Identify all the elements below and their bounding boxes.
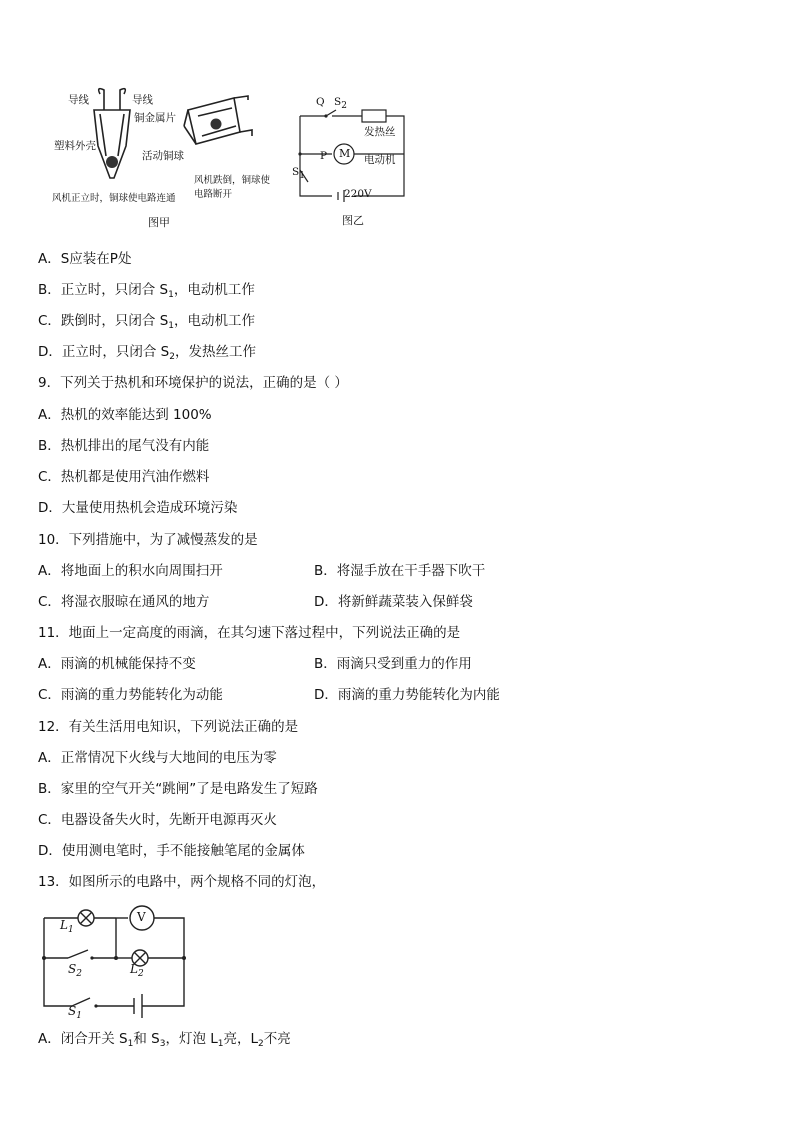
label-daoxian-left: 导线 — [68, 94, 89, 106]
label-voltage: 220V — [344, 188, 372, 200]
label-p: P — [320, 150, 328, 162]
label-s1: $S_1$ — [68, 1004, 82, 1021]
note-diedao-1: 风机跌倒，铜球使 — [194, 175, 271, 186]
q10-option-b: B．将湿手放在干手器下吹干 — [314, 563, 486, 579]
caption-yi: 图乙 — [342, 214, 364, 227]
note-zhengli: 风机正立时，铜球使电路连通 — [52, 193, 176, 204]
label-daoxian-right: 导线 — [132, 94, 153, 106]
q12-option-b: B．家里的空气开关“跳闸”了是电路发生了短路 — [38, 781, 318, 797]
q11-option-c: C．雨滴的重力势能转化为动能 — [38, 687, 223, 703]
q9-option-c: C．热机都是使用汽油作燃料 — [38, 469, 210, 485]
q9-option-a: A．热机的效率能达到 100% — [38, 407, 212, 423]
figure-q13-circuit — [38, 898, 190, 1022]
q8-option-b: B．正立时，只闭合 $S_1$，电动机工作 — [38, 282, 255, 300]
q10-stem: 10．下列措施中，为了减慢蒸发的是 — [38, 532, 258, 548]
q11-stem: 11．地面上一定高度的雨滴，在其匀速下落过程中，下列说法正确的是 — [38, 625, 461, 641]
q12-option-a: A．正常情况下火线与大地间的电压为零 — [38, 750, 277, 766]
q8-option-a: A．S应装在P处 — [38, 251, 132, 267]
label-diandongji: 电动机 — [364, 154, 396, 166]
q13-circuit-diagram — [38, 898, 190, 1022]
note-diedao-2: 电路断开 — [194, 189, 233, 200]
label-tongjinshupian: 铜金属片 — [134, 112, 176, 124]
q11-option-d: D．雨滴的重力势能转化为内能 — [314, 687, 500, 703]
q9-option-d: D．大量使用热机会造成环境污染 — [38, 500, 238, 516]
label-fareisi: 发热丝 — [364, 126, 396, 138]
q11-option-a: A．雨滴的机械能保持不变 — [38, 656, 196, 672]
label-q: Q — [316, 96, 325, 108]
q13-option-a: A．闭合开关 $S_1$和 $S_3$，灯泡 $L_1$亮，$L_2$不亮 — [38, 1031, 291, 1049]
q11-option-b: B．雨滴只受到重力的作用 — [314, 656, 472, 672]
hair-dryer-circuit — [292, 90, 422, 232]
label-s2: $S_2$ — [68, 962, 82, 979]
q13-stem: 13．如图所示的电路中，两个规格不同的灯泡， — [38, 874, 326, 890]
label-huodongtongqiu: 活动铜球 — [142, 150, 184, 162]
voltmeter-symbol: V — [137, 910, 146, 924]
q8-option-c: C．跌倒时，只闭合 $S_1$，电动机工作 — [38, 313, 256, 331]
q9-option-b: B．热机排出的尾气没有内能 — [38, 438, 210, 454]
motor-symbol: M — [339, 147, 351, 160]
q12-option-d: D．使用测电笔时，手不能接触笔尾的金属体 — [38, 843, 305, 859]
q10-option-d: D．将新鲜蔬菜装入保鲜袋 — [314, 594, 473, 610]
figure-yi — [292, 90, 422, 232]
caption-jia: 图甲 — [148, 216, 170, 229]
label-suliaowaike: 塑料外壳 — [54, 140, 96, 152]
q10-option-c: C．将湿衣服晾在通风的地方 — [38, 594, 210, 610]
q10-option-a: A．将地面上的积水向周围扫开 — [38, 563, 223, 579]
label-l2: $L_2$ — [130, 962, 144, 979]
label-s1: $S_1$ — [292, 166, 305, 181]
label-l1: $L_1$ — [60, 918, 74, 935]
q12-option-c: C．电器设备失火时，先断开电源再灭火 — [38, 812, 277, 828]
figure-jia — [48, 86, 288, 234]
q12-stem: 12．有关生活用电知识，下列说法正确的是 — [38, 719, 299, 735]
q8-option-d: D．正立时，只闭合 $S_2$，发热丝工作 — [38, 344, 256, 362]
q9-stem: 9．下列关于热机和环境保护的说法，正确的是（ ） — [38, 375, 348, 391]
label-s2: $S_2$ — [334, 96, 347, 111]
